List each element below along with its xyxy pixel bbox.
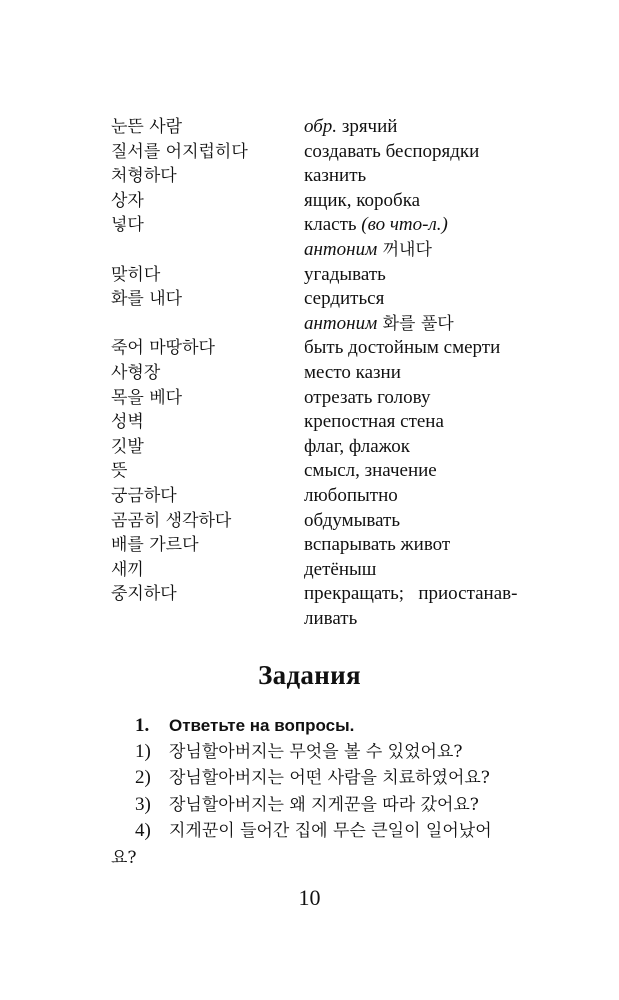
vocab-row [111,386,561,411]
antonym-term: 꺼내다 [377,239,432,260]
task-number: 1. [135,715,150,736]
russian-translation: угадывать [304,263,386,285]
russian-translation: место казни [304,361,401,383]
korean-term: 뜻 [111,461,128,482]
russian-translation: крепостная стена [304,411,444,433]
russian-translation: казнить [304,165,367,187]
question-text: 지게꾼이 들어간 집에 무슨 큰일이 일어났어 [169,821,492,841]
task-title: Ответьте на вопросы. [169,716,355,735]
korean-term [111,312,304,337]
vocab-row [111,213,561,238]
task-block [111,713,557,871]
vocab-row [111,484,561,509]
russian-translation: прекращать; приостанав- [304,583,518,605]
question-item [111,792,557,819]
antonym-term: 화를 풀다 [377,313,454,334]
korean-term: 궁금하다 [111,485,177,506]
korean-term: 질서를 어지럽히다 [111,141,248,162]
korean-term: 처형하다 [111,166,177,187]
usage-note: (во что-л.) [361,214,448,236]
question-text: 장님할아버지는 무엇을 볼 수 있었어요? [169,741,463,762]
russian-translation: обдумывать [304,509,401,531]
question-item [111,818,557,845]
vocab-row [111,459,561,484]
vocab-row [111,361,561,386]
korean-term: 사형장 [111,362,161,383]
vocab-row [111,336,561,361]
page-number: 10 [298,885,321,910]
vocab-row [111,189,561,214]
task-heading [111,713,557,739]
korean-term [111,238,304,263]
question-number: 3) [135,793,151,815]
vocab-row [111,238,561,263]
korean-term: 상자 [111,190,144,211]
korean-term: 새끼 [111,559,144,580]
russian-translation: создавать беспорядки [304,140,480,162]
question-number: 2) [135,767,151,788]
vocabulary-list [111,115,561,631]
vocab-row [111,582,561,607]
korean-term: 중지하다 [111,584,177,605]
abbreviation: обр. [304,116,338,137]
question-number: 4) [135,820,151,841]
question-continuation: 요? [111,847,137,868]
section-title: Задания [258,660,361,690]
russian-translation: ящик, коробка [304,189,421,211]
question-text: 장님할아버지는 왜 지게꾼을 따라 갔어요? [169,794,479,815]
korean-term: 넣다 [111,215,144,236]
russian-translation: флаг, флажок [304,435,411,457]
antonym-note [304,238,561,263]
korean-term: 깃발 [111,436,144,457]
russian-translation: смысл, значение [304,460,437,482]
russian-translation: обр. зрячий [304,116,398,137]
russian-translation: быть достойным смерти [304,337,501,359]
vocab-row [111,164,561,189]
vocab-row [111,410,561,435]
korean-term: 죽어 마땅하다 [111,338,215,359]
russian-translation: любопытно [304,484,398,506]
russian-translation-continuation: ливать [304,607,358,629]
russian-translation: детёныш [304,558,377,580]
vocab-row [111,263,561,288]
russian-translation: вспарывать живот [304,534,451,556]
korean-term: 맞히다 [111,264,161,285]
russian-translation: сердиться [304,288,385,310]
russian-translation: класть (во что-л.) [304,214,448,236]
korean-term [111,607,304,632]
question-number: 1) [135,740,151,762]
question-item [111,739,557,766]
antonym-label: антоним [304,312,378,334]
vocab-row [111,435,561,460]
korean-term: 곰곰히 생각하다 [111,510,232,531]
question-item [111,765,557,792]
vocab-row [111,607,561,632]
vocab-row [111,509,561,534]
antonym-label: антоним [304,238,378,260]
antonym-note [304,312,561,337]
russian-translation: отрезать голову [304,386,431,408]
vocab-row [111,533,561,558]
korean-term: 화를 내다 [111,289,183,310]
korean-term: 목을 베다 [111,387,183,408]
vocab-row [111,115,561,140]
question-text: 장님할아버지는 어떤 사람을 치료하였어요? [169,768,490,788]
korean-term: 눈뜬 사람 [111,117,183,137]
korean-term: 배를 가르다 [111,535,199,556]
vocab-row [111,558,561,583]
korean-term: 성벽 [111,412,144,433]
vocab-row [111,287,561,312]
vocab-row [111,140,561,165]
vocab-row [111,312,561,337]
